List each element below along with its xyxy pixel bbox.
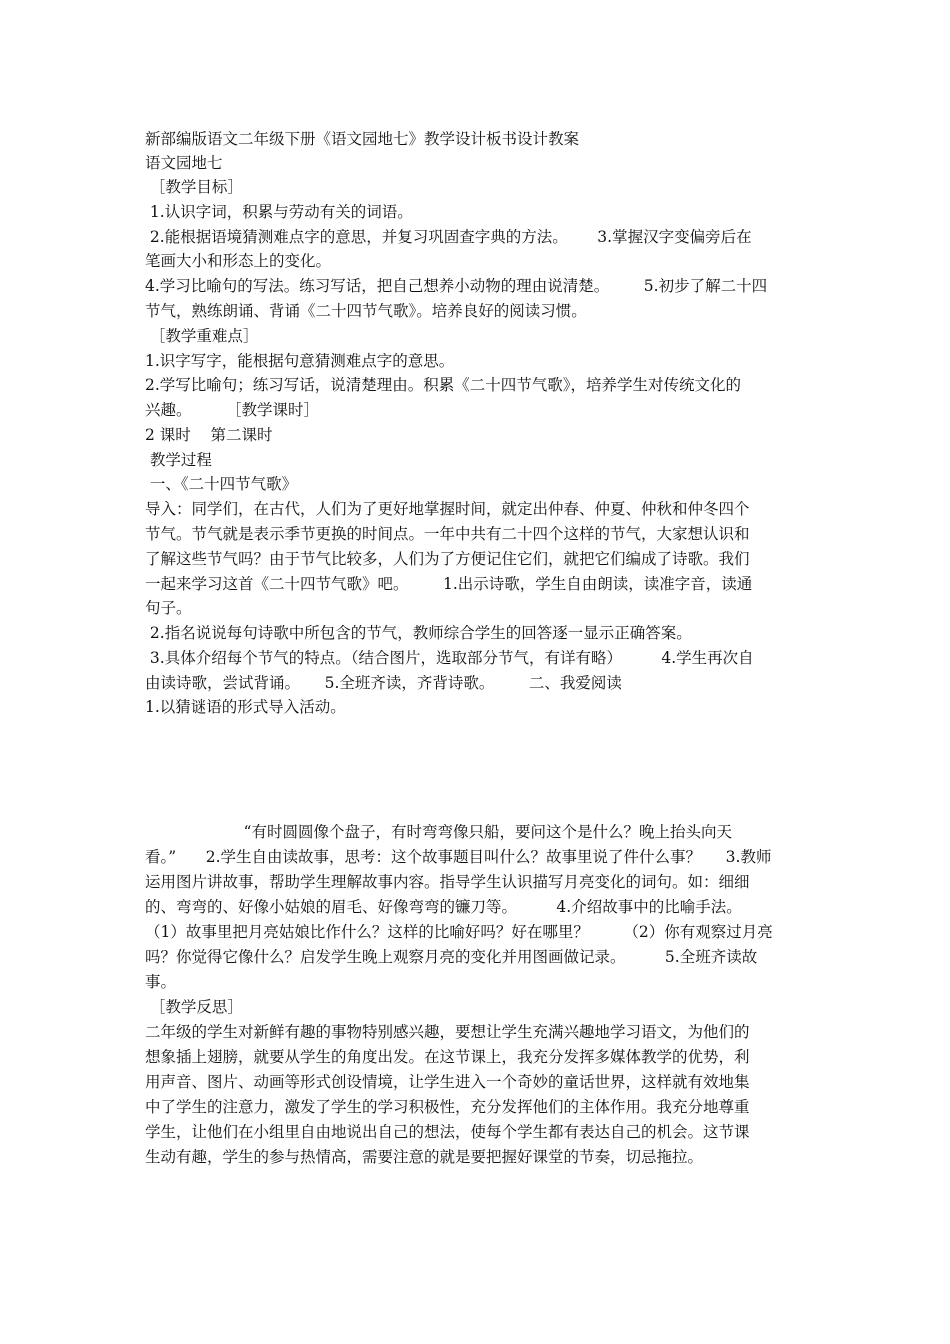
text-line: 2.能根据语境猜测难点字的意思，并复习巩固查字典的方法。 3.掌握汉字变偏旁后在 bbox=[145, 228, 752, 246]
subheading-key-points: ［教学重难点］ bbox=[145, 327, 259, 345]
text-line: 4.学习比喻句的写法。练习写话，把自己想养小动物的理由说清楚。 5.初步了解二十四 bbox=[145, 277, 768, 295]
text-line: （1）故事里把月亮姑娘比作什么？这样的比喻好吗？好在哪里？ （2）你有观察过月亮 bbox=[145, 923, 773, 941]
text-line: 用声音、图片、动画等形式创设情境，让学生进入一个奇妙的童话世界，这样就有效地集 bbox=[145, 1073, 750, 1091]
text-line: 事。 bbox=[145, 973, 177, 991]
subheading-reflection: ［教学反思］ bbox=[145, 998, 243, 1016]
subheading-objectives: ［教学目标］ bbox=[145, 178, 243, 196]
text-line: 2.学写比喻句；练习写话，说清楚理由。积累《二十四节气歌》，培养学生对传统文化的 bbox=[145, 376, 742, 394]
text-line: 导入：同学们，在古代，人们为了更好地掌握时间，就定出仲春、仲夏、仲秋和仲冬四个 bbox=[145, 500, 750, 518]
subheading-part-one: 一、《二十四节气歌》 bbox=[145, 475, 298, 493]
section-heading: 语文园地七 bbox=[145, 154, 223, 172]
text-line: 了解这些节气吗？由于节气比较多，人们为了方便记住它们，就把它们编成了诗歌。我们 bbox=[145, 550, 750, 568]
text-line: 生动有趣，学生的参与热情高，需要注意的就是要把握好课堂的节奏，切忌拖拉。 bbox=[145, 1148, 704, 1166]
text-line: 二年级的学生对新鲜有趣的事物特别感兴趣，要想让学生充满兴趣地学习语文，为他们的 bbox=[145, 1023, 750, 1041]
text-line: 吗？你觉得它像什么？启发学生晚上观察月亮的变化并用图画做记录。 5.全班齐读故 bbox=[145, 948, 758, 966]
text-line: 一起来学习这首《二十四节气歌》吧。 1.出示诗歌，学生自由朗读，读准字音，读通 bbox=[145, 575, 753, 593]
text-line: 2.指名说说每句诗歌中所包含的节气，教师综合学生的回答逐一显示正确答案。 bbox=[145, 624, 692, 642]
text-line: 3.具体介绍每个节气的特点。（结合图片，选取部分节气，有详有略） 4.学生再次自 bbox=[145, 649, 754, 667]
text-line: 2 课时 第二课时 bbox=[145, 426, 273, 444]
subheading-process: 教学过程 bbox=[145, 451, 212, 469]
text-line: 句子。 bbox=[145, 599, 192, 617]
text-line: 1.识字写字，能根据句意猜测难点字的意思。 bbox=[145, 352, 455, 370]
text-line: 笔画大小和形态上的变化。 bbox=[145, 252, 332, 270]
text-line: 1.认识字词，积累与劳动有关的词语。 bbox=[145, 203, 413, 221]
text-line: 看。” 2.学生自由读故事，思考：这个故事题目叫什么？故事里说了件什么事？ 3.教师 bbox=[145, 848, 772, 866]
text-line: 节气。节气就是表示季节更换的时间点。一年中共有二十四个这样的节气，大家想认识和 bbox=[145, 525, 750, 543]
text-line: 想象插上翅膀，就要从学生的角度出发。在这节课上，我充分发挥多媒体教学的优势，利 bbox=[145, 1048, 750, 1066]
text-line: 由读诗歌，尝试背诵。 5.全班齐读，齐背诗歌。 二、我爱阅读 bbox=[145, 674, 622, 692]
text-line: 节气，熟练朗诵、背诵《二十四节气歌》。培养良好的阅读习惯。 bbox=[145, 302, 587, 320]
text-line: 的、弯弯的、好像小姑娘的眉毛、好像弯弯的镰刀等。 4.介绍故事中的比喻手法。 bbox=[145, 898, 742, 916]
text-line: 运用图片讲故事，帮助学生理解故事内容。指导学生认识描写月亮变化的词句。如：细细 bbox=[145, 873, 750, 891]
text-line: 1.以猜谜语的形式导入活动。 bbox=[145, 698, 346, 716]
text-line: 学生，让他们在小组里自由地说出自己的想法，使每个学生都有表达自己的机会。这节课 bbox=[145, 1123, 750, 1141]
text-line: 中了学生的注意力，激发了学生的学习积极性，充分发挥他们的主体作用。我充分地尊重 bbox=[145, 1098, 750, 1116]
text-line: “有时圆圆像个盘子，有时弯弯像只船，要问这个是什么？晚上抬头向天 bbox=[145, 823, 732, 841]
document-title: 新部编版语文二年级下册《语文园地七》教学设计板书设计教案 bbox=[145, 130, 580, 148]
text-line: 兴趣。 ［教学课时］ bbox=[145, 401, 319, 419]
